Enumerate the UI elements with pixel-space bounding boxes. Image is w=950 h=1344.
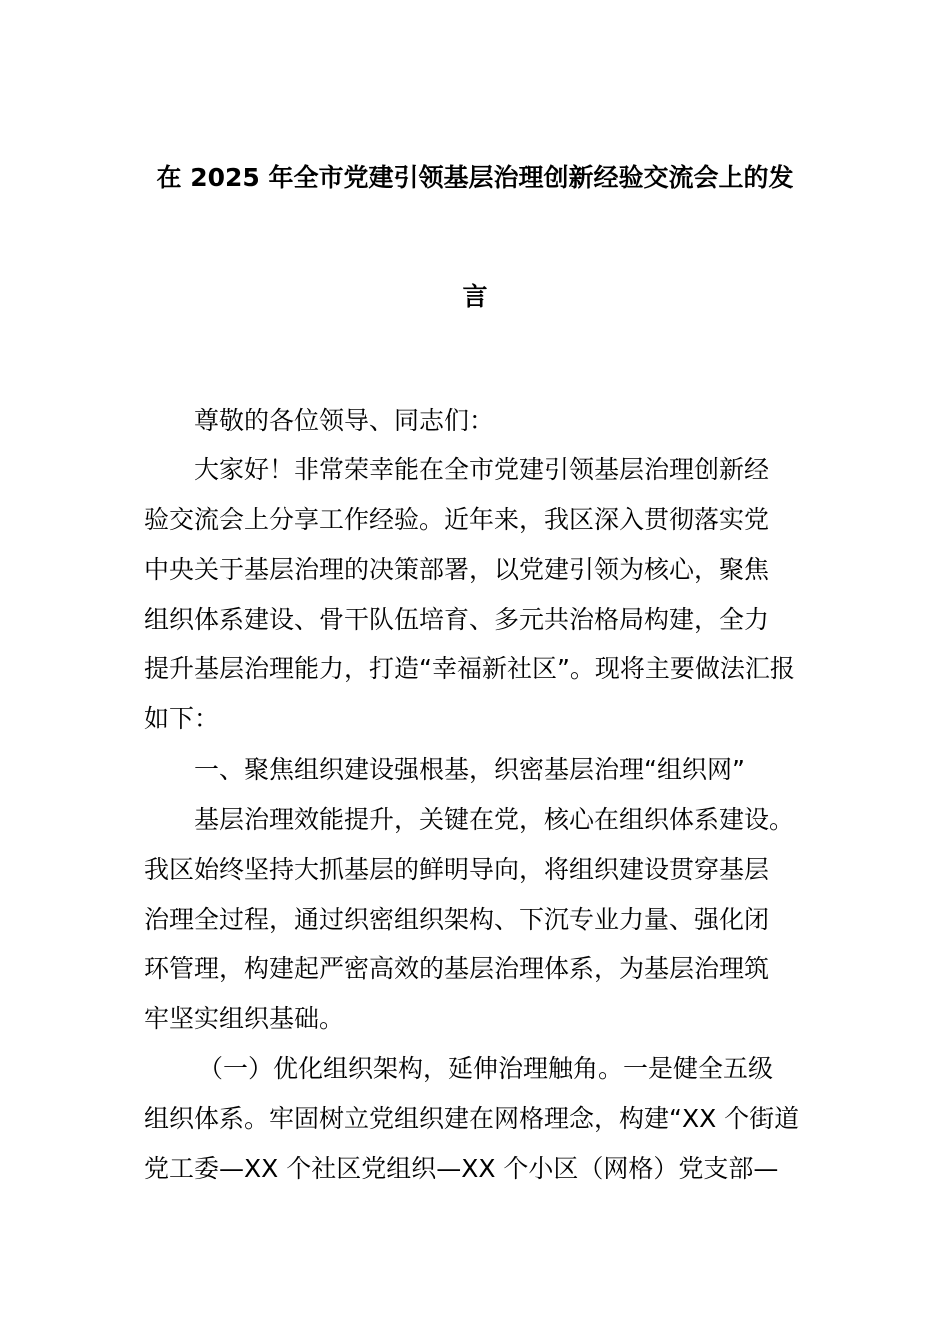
paragraph-line: 验交流会上分享工作经验。近年来，我区深入贯彻落实党 — [144, 505, 770, 534]
section-heading: 一、聚焦组织建设强根基，织密基层治理“组织网” — [194, 755, 745, 784]
paragraph-line: 组织体系建设、骨干队伍培育、多元共治格局构建，全力 — [144, 605, 770, 634]
paragraph-line: 党工委—XX 个社区党组织—XX 个小区（网格）党支部— — [144, 1154, 779, 1183]
paragraph-line: 基层治理效能提升，关键在党，核心在组织体系建设。 — [194, 805, 795, 834]
paragraph-line: 组织体系。牢固树立党组织建在网格理念，构建“XX 个街道 — [144, 1104, 800, 1133]
paragraph-line: 大家好！非常荣幸能在全市党建引领基层治理创新经 — [194, 455, 770, 484]
salutation: 尊敬的各位领导、同志们： — [194, 406, 495, 435]
paragraph-line: 环管理，构建起严密高效的基层治理体系，为基层治理筑 — [144, 954, 770, 983]
document-title-line-1: 在 2025 年全市党建引领基层治理创新经验交流会上的发 — [156, 163, 794, 192]
document-title-line-2: 言 — [462, 282, 488, 311]
paragraph-line: 中央关于基层治理的决策部署，以党建引领为核心，聚焦 — [144, 555, 770, 584]
paragraph-line: 我区始终坚持大抓基层的鲜明导向，将组织建设贯穿基层 — [144, 855, 770, 884]
paragraph-line: 提升基层治理能力，打造“幸福新社区”。现将主要做法汇报 — [144, 654, 795, 683]
paragraph-line: 治理全过程，通过织密组织架构、下沉专业力量、强化闭 — [144, 905, 770, 934]
subsection-line: （一）优化组织架构，延伸治理触角。一是健全五级 — [198, 1054, 774, 1083]
paragraph-line: 牢坚实组织基础。 — [144, 1004, 345, 1033]
paragraph-line: 如下： — [144, 704, 220, 733]
